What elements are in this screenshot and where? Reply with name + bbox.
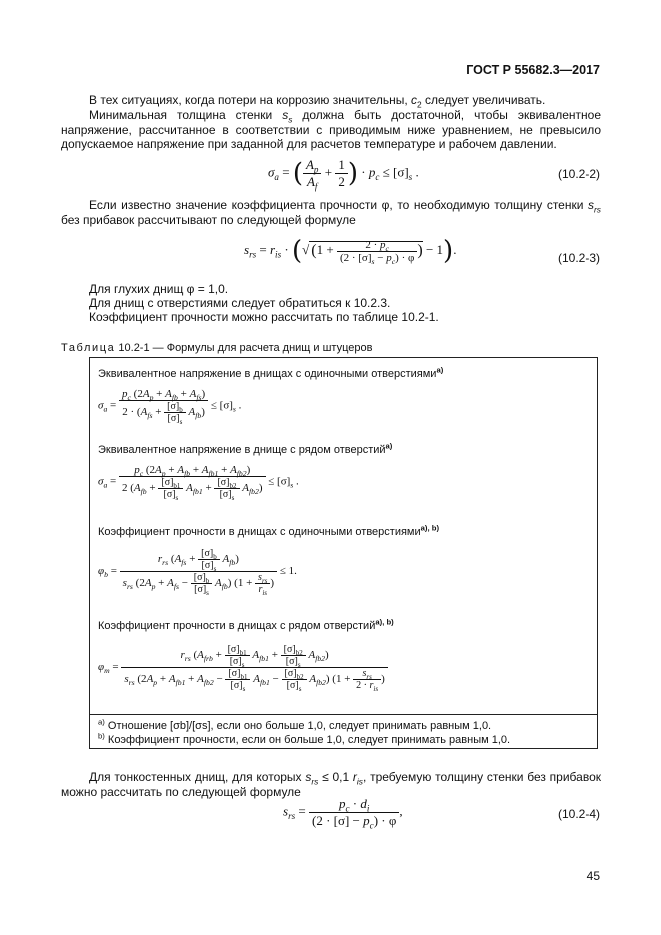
- paragraph-corrosion: В тех ситуациях, когда потери на коррозию значительны, $c_2$ следует увеличивать.: [89, 93, 546, 110]
- equation-number: (10.2-4): [557, 807, 600, 821]
- table-footnote: $^{a)}$ Отношение [σb]/[σs], если оно больше 1,0, следует принимать равным 1,0.: [98, 717, 492, 732]
- table-divider: [90, 714, 597, 715]
- table-item-label: Эквивалентное напряжение в днищах с одиночными отверстиями$^{a)}$: [98, 365, 444, 380]
- formula-10-2-3: $s_{rs} = r_{is}$ · (√ (1 + $\frac{2 \cdot p_c}{(2 \cdot [\sigma]_s - p_c) \cdot \varphi}$ ) − 1).: [244, 236, 457, 266]
- formula-equivalent-stress-single: $\sigma_a$ = $p_c$ $(2A_p + A_{fb} + A_{fs})$ $2 \cdot (A_{fs}$ + $\frac{[\sigma]_b}{[\sigma]_s}$ $A_{fb}$) ≤ $[\sigma]_s$ .: [98, 388, 242, 426]
- table-item-label: Коэффициент прочности в днищах с одиночными отверстиями$^{a), b)}$: [98, 523, 440, 538]
- formula-strength-coefficient-row: $\varphi_m$ = $r_{rs}$ ($A_{frb}$ + $\frac{[\sigma]_{b1}}{[\sigma]_s}$ $A_{fb1}$ + $\frac{[\sigma]_{b2}}{[\sigma]_s}$ $A_{fb2}$) $s_{rs}$ ($2A_p + A_{fb1} + A_{fb2}$ − $\frac{[\sigma]_{b1}}{[\sigma]_s}$ $A_{fb1}$ − $\frac{[\sigma]_{b2}}{[\sigma]_s}$ $A_{fb2}$) (1 + $\frac{s_{rs}}{2 \cdot r_{is}}$ ): [98, 644, 388, 691]
- document-header: ГОСТ Р 55682.3—2017: [466, 63, 600, 77]
- paragraph-strength-coefficient: Если известно значение коэффициента прочности φ, то необходимую толщину стенки $s_{rs}$ без прибавок рассчитывают по следующей формуле: [61, 198, 601, 227]
- table-footnote: $^{b)}$ Коэффициент прочности, если он больше 1,0, следует принимать равным 1,0.: [98, 731, 511, 746]
- formula-table: [89, 357, 598, 749]
- equation-number: (10.2-2): [557, 167, 600, 181]
- text-line: Коэффициент прочности можно рассчитать по таблице 10.2-1.: [89, 310, 439, 324]
- table-item-label: Эквивалентное напряжение в днище с рядом отверстий$^{a)}$: [98, 441, 393, 456]
- paragraph-thin-walled: Для тонкостенных днищ, для которых $s_{rs} \le 0,1$ $r_{is}$, требуемую толщину стенки без прибавок можно рассчитать по следующей формуле: [61, 770, 601, 799]
- formula-10-2-4: $s_{rs}$ = $\frac{p_c \cdot d_i}{(2 \cdot [\sigma] - p_c) \cdot \varphi}$ ,: [283, 796, 403, 831]
- equation-number: (10.2-3): [557, 251, 600, 265]
- text-line: Для глухих днищ φ = 1,0.: [89, 282, 229, 296]
- table-caption: Таблица 10.2-1 — Формулы для расчета днищ и штуцеров: [61, 342, 373, 354]
- paragraph-min-thickness: Минимальная толщина стенки $s_s$ должна быть достаточной, чтобы эквивалентное напряжение, рассчитанное в соответствии с приводимым ниже уравнением, не превысило допускаемое напряжение при заданной для расчетов температуре и рабочем давлении.: [61, 108, 601, 152]
- text-line: Для днищ с отверстиями следует обратиться к 10.2.3.: [89, 296, 391, 310]
- page-number: 45: [586, 869, 600, 883]
- formula-equivalent-stress-row: $\sigma_a$ = $p_c$ $(2A_p + A_{fb} + A_{fb1} + A_{fb2})$ 2 ($A_{fb}$ + $\frac{[\sigma]_{b1}}{[\sigma]_s}$ $A_{fb1}$ + $\frac{[\sigma]_{b2}}{[\sigma]_s}$ $A_{fb2}$) ≤ $[\sigma]_s$ .: [98, 464, 299, 502]
- table-item-label: Коэффициент прочности в днищах с рядом отверстий$^{a), b)}$: [98, 617, 394, 632]
- formula-10-2-2: $\sigma_a$ = ( $\frac{A_p}{A_f}$ + $\frac{1}{2}$ ) · $p_c \le [\sigma]_s$ .: [268, 157, 419, 192]
- formula-strength-coefficient-single: $\varphi_b$ = $r_{rs}$ ($A_{fs}$ + $\frac{[\sigma]_b}{[\sigma]_s}$ $A_{fb}$) $s_{rs}$ ($2A_p + A_{fs}$ − $\frac{[\sigma]_b}{[\sigma]_s}$ $A_{fb}$) (1 + $\frac{s_{rs}}{r_{is}}$ ) ≤ 1.: [98, 548, 297, 597]
